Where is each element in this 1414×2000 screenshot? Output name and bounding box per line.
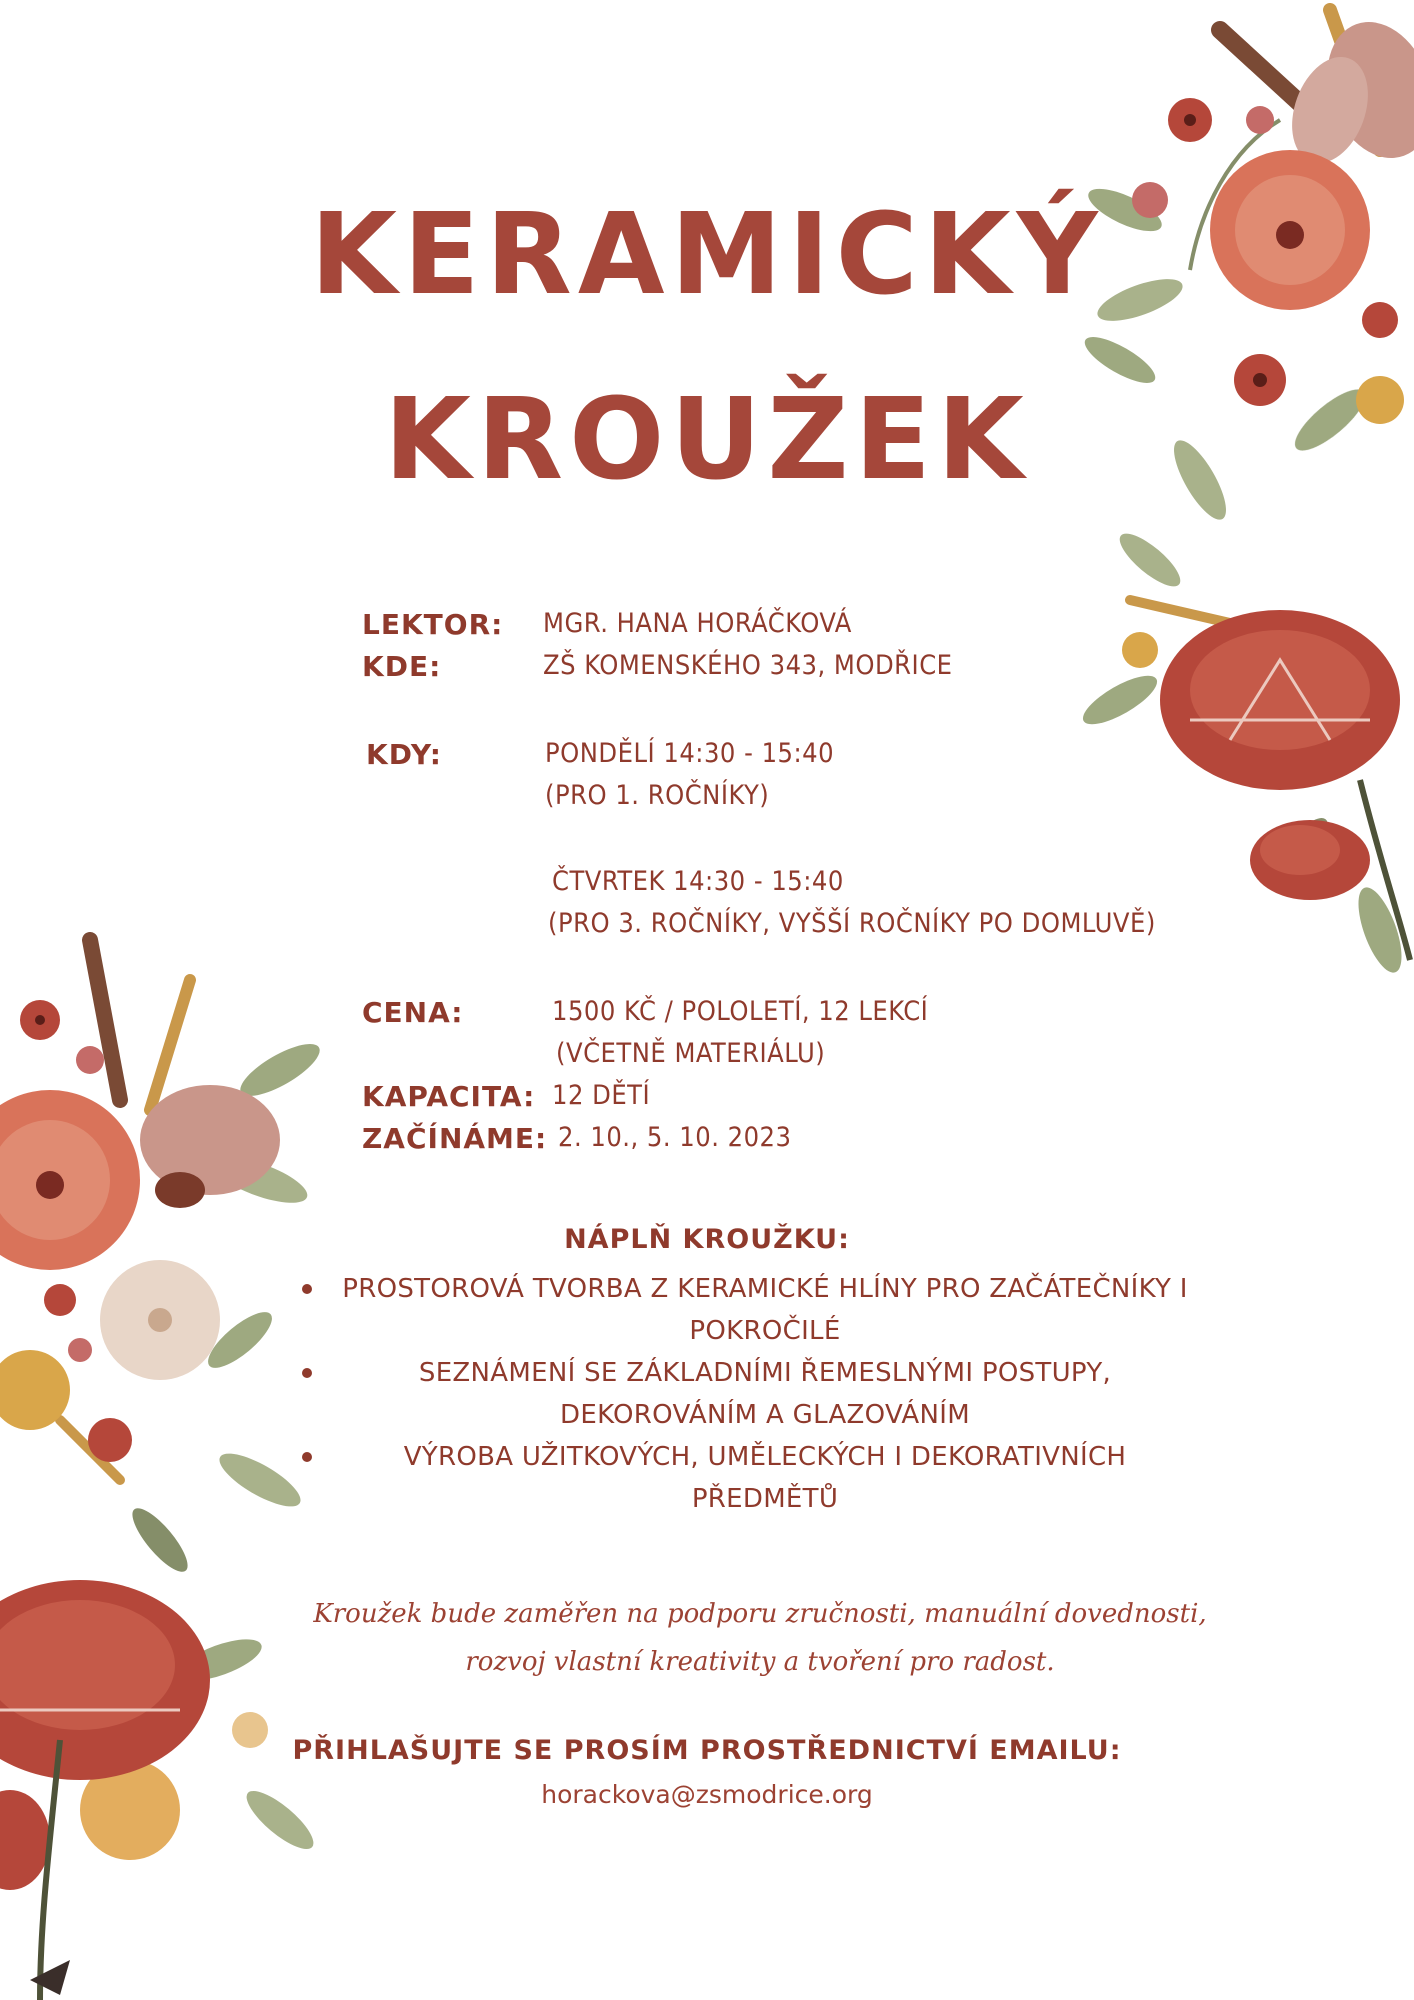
cena-label: CENA: — [362, 996, 464, 1029]
list-item — [290, 1268, 1220, 1352]
list-item — [290, 1436, 1220, 1520]
kde-value: ZŠ KOMENSKÉHO 343, MODŘICE — [543, 650, 953, 681]
description: Kroužek bude zaměřen na podporu zručnosti, manuální dovednosti, rozvoj vlastní kreativity a tvoření pro radost. — [313, 1599, 1207, 1677]
kdy-value-1-note: (PRO 1. ROČNÍKY) — [545, 780, 770, 811]
list-item-text: PROSTOROVÁ TVORBA Z KERAMICKÉ HLÍNY PRO ZAČÁTEČNÍKY I POKROČILÉ — [342, 1274, 1188, 1346]
content-list — [290, 1268, 1220, 1520]
flower-red-large-icon — [1160, 610, 1400, 790]
lektor-value: MGR. HANA HORÁČKOVÁ — [543, 608, 852, 639]
list-item — [290, 1352, 1220, 1436]
kdy-value-2-note: (PRO 3. ROČNÍKY, VYŠŠÍ ROČNÍKY PO DOMLUVĚ) — [548, 908, 1156, 939]
list-item-text: VÝROBA UŽITKOVÝCH, UMĚLECKÝCH I DEKORATIVNÍCH PŘEDMĚTŮ — [403, 1442, 1127, 1514]
lektor-label: LEKTOR: — [362, 608, 504, 641]
flower-red-medium-icon — [1250, 820, 1370, 900]
ribbon-icon — [30, 1960, 70, 1995]
kde-label: KDE: — [362, 650, 442, 683]
zaciname-label: ZAČÍNÁME: — [362, 1122, 548, 1155]
cena-note: (VČETNĚ MATERIÁLU) — [556, 1038, 826, 1069]
floral-bouquet-bottom-left — [0, 920, 330, 2000]
title-line-1: KERAMICKÝ — [310, 190, 1104, 320]
flower-cream-icon — [100, 1260, 220, 1380]
kdy-value-1: PONDĚLÍ 14:30 - 15:40 — [545, 738, 835, 769]
signup-heading: PŘIHLAŠUJTE SE PROSÍM PROSTŘEDNICTVÍ EMAILU: — [292, 1735, 1122, 1766]
signup-email-link[interactable]: horackova@zsmodrice.org — [541, 1780, 873, 1809]
zaciname-value: 2. 10., 5. 10. 2023 — [558, 1122, 792, 1153]
title-line-2: KROUŽEK — [384, 375, 1030, 505]
bullet-icon — [302, 1368, 312, 1378]
kapacita-value: 12 DĚTÍ — [552, 1080, 651, 1111]
bullet-icon — [302, 1284, 312, 1294]
bullet-icon — [302, 1452, 312, 1462]
kdy-value-2: ČTVRTEK 14:30 - 15:40 — [552, 866, 844, 897]
cena-value: 1500 KČ / POLOLETÍ, 12 LEKCÍ — [552, 996, 929, 1027]
kapacita-label: KAPACITA: — [362, 1080, 536, 1113]
list-item-text: SEZNÁMENÍ SE ZÁKLADNÍMI ŘEMESLNÝMI POSTUPY, DEKOROVÁNÍM A GLAZOVÁNÍM — [418, 1358, 1112, 1430]
content-heading: NÁPLŇ KROUŽKU: — [564, 1224, 850, 1255]
kdy-label: KDY: — [366, 738, 442, 771]
